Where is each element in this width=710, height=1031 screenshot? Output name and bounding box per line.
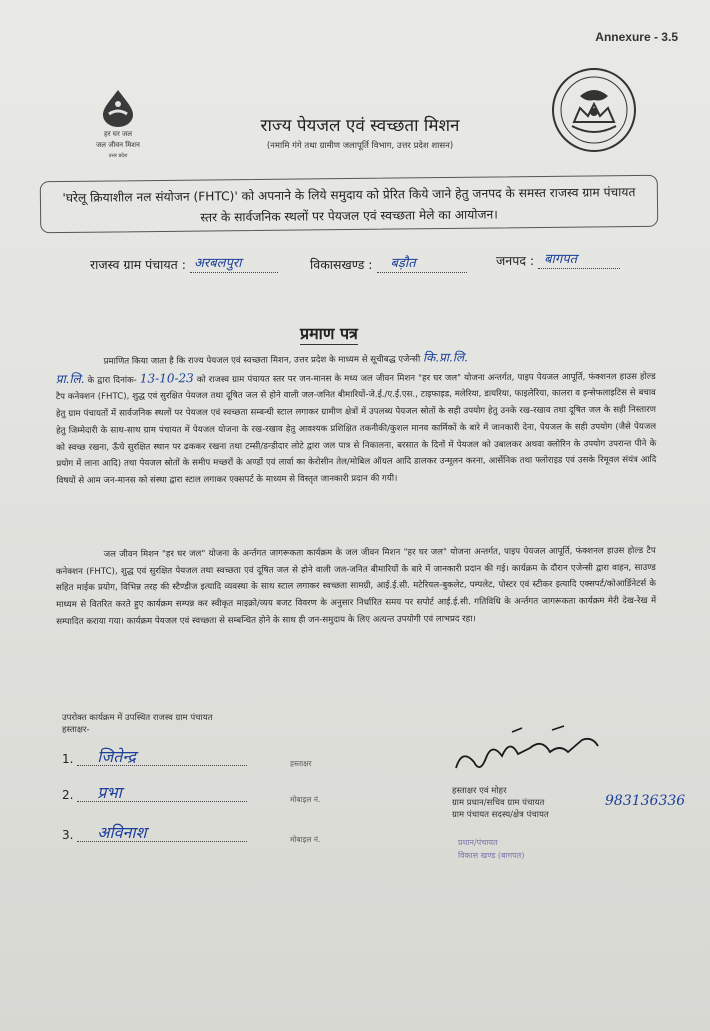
mission-subtitle: (नमामि गंगे तथा ग्रामीण जलापूर्ति विभाग, उत्तर प्रदेश शासन) [266,141,454,151]
attendee-number: 2. [62,788,74,802]
logo-caption-2: जल जीवन मिशन [96,141,140,149]
pradhan-sign-block [452,785,549,821]
attendee-row-3 [62,823,247,842]
district-value: बागपत [544,252,578,267]
p1-part2: के द्वारा दिनांक- [87,375,137,386]
attendees-sign-label: हस्ताक्षर- [62,725,90,735]
water-drop-icon [95,88,141,128]
certificate-paragraph-1 [56,348,657,490]
official-stamp [458,836,524,862]
agency-name-handwritten: कि.प्रा.लि. [422,350,468,365]
pradhan-secretary-label: ग्राम प्रधान/सचिव ग्राम पंचायत [452,798,545,808]
attendee-field-label: मोबाइल नं. [290,795,321,804]
jal-jeevan-mission-logo [88,88,148,161]
member-label: ग्राम पंचायत सदस्य/क्षेत्र पंचायत [452,810,549,820]
certificate-title: प्रमाण पत्र [300,324,358,343]
attendee-signature: अविनाश [97,823,147,842]
gram-panchayat-value: अरबलपुरा [193,256,242,271]
block-value: बड़ौत [390,256,416,271]
attendee-field-label: हस्ताक्षर [290,759,312,768]
attendee-number: 3. [62,828,74,842]
attendees-intro: उपरोक्त कार्यक्रम में उपस्थित राजस्व ग्राम पंचायत [62,713,213,723]
attendee-signature: जितेन्द्र [97,747,136,766]
attendee-field-label: मोबाइल नं. [290,835,321,844]
district-label: जनपद : [496,253,535,268]
attendee-row-1 [62,747,247,766]
gram-panchayat-label: राजस्व ग्राम पंचायत : [90,257,186,272]
certificate-paragraph-2 [56,543,657,631]
annexure-label: Annexure - 3.5 [595,30,678,44]
event-banner: 'घरेलू क्रियाशील नल संयोजन (FHTC)' को अपनाने के लिये समुदाय को प्रेरित किये जाने हेतु जनपद के समस्त राजस्व ग्राम पंचायत स्तर के सार्वजनिक स्थलों पर पेयजल एवं स्वच्छता मेले का आयोजन। [40,175,659,233]
phone-number-handwritten: 983136336 [605,793,686,809]
p1-part3: को राजस्व ग्राम पंचायत स्तर पर जन-मानस के मध्य जल जीवन मिशन "हर घर जल" योजना अन्तर्गत, पाइप पेयजल आपूर्ति, फंक्शनल हाउस होल्ड टैप कनेक्शन (FHTC), शुद्ध एवं सुरक्षित पेयजल तथा दूषित जल से होने वाली जल-जनित बीमारियों-जे.ई./ए.ई.एस., टाइफाइड, मलेरिया, डायरिया, फाइलेरिया, कालरा व इन्सेफलाइटिस से बचाव हेतु ग्राम पंचायतों में सार्वजनिक स्थलों पर पेयजल एवं स्वच्छता सम्बन्धी स्टाल लगाकर ग्रामीण क्षेत्रों में उपलब्ध पेयजल स्रोतों के सही उपयोग हेतु उनके रख-रखाव तथा दूषित जल के सही निस्तारण हेतु जिम्मेदारी के साथ-साथ ग्राम पंचायत में पेयजल योजना के रख-रखाव हेतु आवश्यक प्रशिक्षित तकनीकी/कुशल मानव कार्मिकों के बारे में जानकारी देना, पेयजल के सही उपयोग (जैसे पेयजल को स्वच्छ रखना, ऊँचे सुरक्षित स्थान पर ढककर रखना तथा टम्सी/डन्डीदार लोटे द्वारा जल पात्र से निकालना, बरसात के दिनों में पेयजल को उबालकर अथवा क्लोरिन के उपयोग उपरान्त पीने के प्रयोग में लाना आदि) तथा पेयजल स्रोतों के समीप मच्छरों के अण्डों एवं लार्वा का केरोसीन तेल/मोबिल ऑयल आदि डालकर उन्मूलन करना, आर्सेनिक तथा फ्लोराइड एवं उसके रिमूवल संयंत्र आदि विषयों से आम जन-मानस को संस्था द्वारा स्टाल लगाकर एक्सपर्ट के माध्यम से विस्तृत जानकारी प्रदान की गयी। [55,371,657,487]
block-label: विकासखण्ड : [310,257,373,272]
gram-panchayat-field [90,256,278,273]
stamp-line-2: विकास खण्ड (बागपत) [458,851,525,860]
attendee-signature: प्रभा [97,783,122,802]
p1-part1: प्रमाणित किया जाता है कि राज्य पेयजल एवं स्वच्छता मिशन, उत्तर प्रदेश के माध्यम से सूचीबद्ध एजेन्सी [103,354,421,367]
attendee-row-2 [62,783,247,802]
date-handwritten: 13-10-23 [139,370,194,386]
agency-name-handwritten-2: प्रा.लि. [55,371,85,386]
up-government-seal-icon [550,66,638,154]
logo-caption-1: हर घर जल [104,130,132,138]
attendee-number: 1. [62,752,74,766]
stamp-line-1: प्रधान/पंचायत [458,838,498,847]
district-field [496,252,620,269]
logo-caption-3: उत्तर प्रदेश [108,153,128,159]
sign-and-seal-label: हस्ताक्षर एवं मोहर [452,786,507,796]
block-field [310,256,467,273]
pradhan-signature [452,718,602,788]
p2-text: जल जीवन मिशन "हर घर जल" योजना के अर्न्तगत जागरूकता कार्यक्रम के जल जीवन मिशन "हर घर जल" योजना अन्तर्गत, पाइप पेयजल आपूर्ति, फंक्शनल हाउस होल्ड टैप कनेक्शन (FHTC), शुद्ध एवं सुरक्षित पेयजल तथा स्वच्छता एवं दूषित जल से होने वाली जल-जनित बीमारियों के बारे में जानकारी प्रदान की गई। कार्यक्रम के दौरान एजेन्सी द्वारा वाहन, साउण्ड सहित माईक प्रयोग, विभिन्न तरह की स्टैण्डीज इत्यादि व्यवस्था के साथ स्टाल लगाकर स्वच्छता सामग्री, आई.ई.सी. मटेरियल-बुकलेट, पम्पलेट, पोस्टर एवं स्टीकर इत्यादि एक्सपर्ट/कोआर्डिनेटर्स के माध्यम से वितरित करते हुए कार्यक्रम सम्पन्न कर स्वीकृत माइक्रो/व्यय बजट विवरण के अनुसार निर्धारित समय पर सपोर्ट आई.ई.सी. गतिविधि के अर्न्तगत जागरूकता कार्यक्रम मेरी देख-रेख में सम्पादित कराया गया। कार्यक्रम पेयजल एवं स्वच्छता से सम्बन्धित होने के साथ ही जन-समुदाय के लिए अत्यन्त उपयोगी एवं लाभप्रद रहा। [55,545,657,627]
mission-title: राज्य पेयजल एवं स्वच्छता मिशन [260,116,460,136]
